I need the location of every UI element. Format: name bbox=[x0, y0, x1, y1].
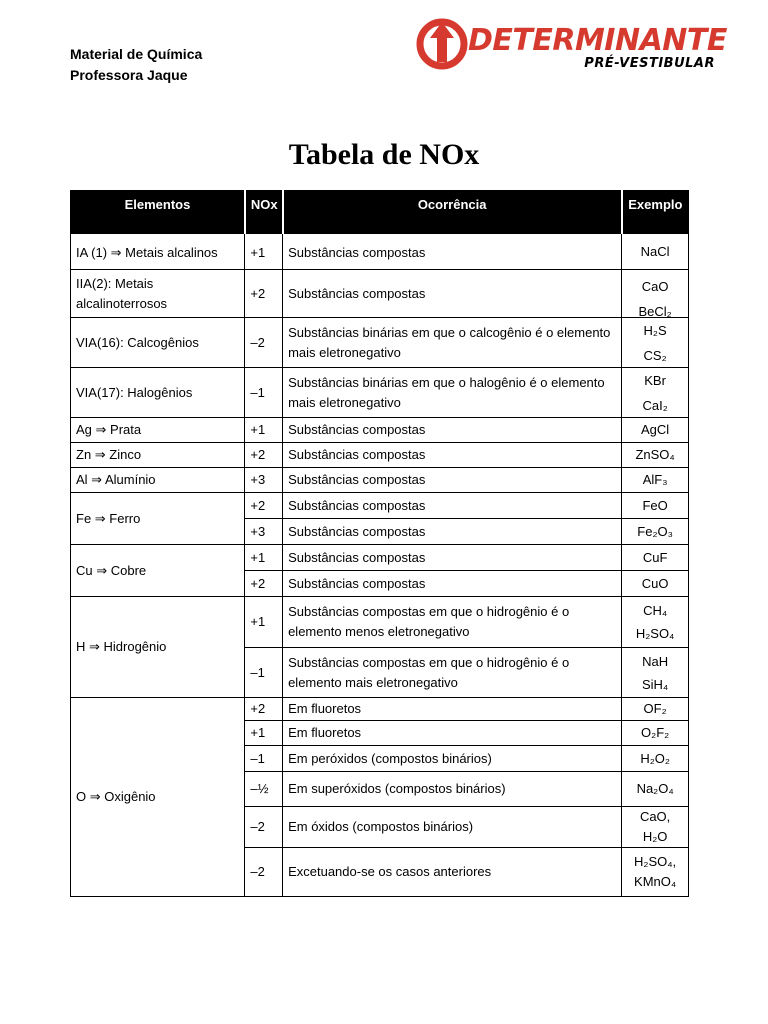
document-header bbox=[70, 44, 202, 86]
example-value: CS₂ bbox=[643, 347, 667, 363]
example-value: NaCl bbox=[640, 244, 670, 259]
occurrence-cell: Substâncias compostas bbox=[283, 545, 622, 571]
occurrence-cell: Substâncias compostas bbox=[283, 571, 622, 597]
element-cell: Ag ⇒ Prata bbox=[71, 418, 245, 443]
occurrence-cell: Substâncias compostas bbox=[283, 519, 622, 545]
occurrence-cell: Substâncias compostas em que o hidrogênio é o elemento menos eletronegativo bbox=[283, 597, 622, 648]
nox-table bbox=[70, 190, 689, 897]
page-title: Tabela de NOx bbox=[288, 138, 480, 171]
example-value: KMnO₄ bbox=[634, 874, 677, 889]
element-cell: Fe ⇒ Ferro bbox=[71, 493, 245, 545]
table-row bbox=[71, 234, 689, 270]
occurrence-cell: Substâncias binárias em que o calcogênio é o elemento mais eletronegativo bbox=[283, 318, 622, 368]
nox-cell: +3 bbox=[245, 468, 283, 493]
example-cell bbox=[622, 848, 689, 897]
nox-cell: –1 bbox=[245, 746, 283, 772]
nox-cell: –½ bbox=[245, 772, 283, 807]
table-row bbox=[71, 468, 689, 493]
nox-cell: +2 bbox=[245, 270, 283, 318]
element-cell: VIA(16): Calcogênios bbox=[71, 318, 245, 368]
example-cell: ZnSO₄ bbox=[622, 443, 689, 468]
occurrence-cell: Substâncias compostas bbox=[283, 468, 622, 493]
occurrence-cell: Substâncias compostas em que o hidrogênio é o elemento mais eletronegativo bbox=[283, 648, 622, 698]
element-cell: VIA(17): Halogênios bbox=[71, 368, 245, 418]
example-cell bbox=[622, 234, 689, 270]
example-value: CH₄ bbox=[643, 603, 668, 618]
header-nox: NOx bbox=[245, 191, 283, 234]
occurrence-cell: Substâncias compostas bbox=[283, 443, 622, 468]
occurrence-cell: Em fluoretos bbox=[283, 721, 622, 746]
example-cell bbox=[622, 597, 689, 648]
element-cell: O ⇒ Oxigênio bbox=[71, 698, 245, 897]
header-exemplo: Exemplo bbox=[622, 191, 689, 234]
nox-cell: +1 bbox=[245, 597, 283, 648]
occurrence-cell: Em peróxidos (compostos binários) bbox=[283, 746, 622, 772]
example-cell bbox=[622, 270, 689, 318]
table-row bbox=[71, 270, 689, 318]
element-cell: Zn ⇒ Zinco bbox=[71, 443, 245, 468]
header-elementos: Elementos bbox=[71, 191, 245, 234]
example-cell: AlF₃ bbox=[622, 468, 689, 493]
example-value: H₂SO₄, bbox=[634, 854, 677, 869]
occurrence-cell: Substâncias compostas bbox=[283, 493, 622, 519]
table-row bbox=[71, 318, 689, 368]
example-cell: H₂O₂ bbox=[622, 746, 689, 772]
example-cell: Fe₂O₃ bbox=[622, 519, 689, 545]
occurrence-cell: Em fluoretos bbox=[283, 698, 622, 721]
example-value: KBr bbox=[644, 372, 666, 388]
nox-cell: +2 bbox=[245, 443, 283, 468]
nox-cell: +3 bbox=[245, 519, 283, 545]
element-cell: Cu ⇒ Cobre bbox=[71, 545, 245, 597]
element-cell: IA (1) ⇒ Metais alcalinos bbox=[71, 234, 245, 270]
example-value: SiH₄ bbox=[641, 676, 669, 692]
occurrence-cell: Em superóxidos (compostos binários) bbox=[283, 772, 622, 807]
table-row bbox=[71, 545, 689, 571]
example-cell bbox=[622, 318, 689, 368]
example-value: H₂S bbox=[643, 322, 667, 338]
example-cell: Na₂O₄ bbox=[622, 772, 689, 807]
example-cell: AgCl bbox=[622, 418, 689, 443]
nox-cell: +2 bbox=[245, 493, 283, 519]
table-row bbox=[71, 597, 689, 648]
example-value: NaH bbox=[642, 653, 669, 669]
logo-subtitle: PRÉ-VESTIBULAR bbox=[584, 56, 715, 71]
occurrence-cell: Substâncias compostas bbox=[283, 270, 622, 318]
nox-cell: +1 bbox=[245, 721, 283, 746]
element-cell: H ⇒ Hidrogênio bbox=[71, 597, 245, 698]
nox-cell: –2 bbox=[245, 848, 283, 897]
table-row bbox=[71, 493, 689, 519]
nox-cell: +2 bbox=[245, 698, 283, 721]
occurrence-cell: Substâncias binárias em que o halogênio é o elemento mais eletronegativo bbox=[283, 368, 622, 418]
element-cell: Al ⇒ Alumínio bbox=[71, 468, 245, 493]
nox-cell: +2 bbox=[245, 571, 283, 597]
header-ocorrencia: Ocorrência bbox=[283, 191, 622, 234]
nox-cell: –2 bbox=[245, 318, 283, 368]
occurrence-cell: Em óxidos (compostos binários) bbox=[283, 807, 622, 848]
nox-cell: +1 bbox=[245, 234, 283, 270]
example-value: CaI₂ bbox=[642, 397, 668, 413]
example-value: CaO bbox=[641, 278, 669, 294]
logo-name: DETERMINANTE bbox=[468, 23, 727, 58]
occurrence-cell: Substâncias compostas bbox=[283, 234, 622, 270]
determinante-logo bbox=[418, 16, 727, 78]
table-header-row bbox=[71, 191, 689, 234]
nox-cell: +1 bbox=[245, 545, 283, 571]
example-cell bbox=[622, 368, 689, 418]
example-cell: CuF bbox=[622, 545, 689, 571]
nox-cell: –1 bbox=[245, 648, 283, 698]
nox-cell: +1 bbox=[245, 418, 283, 443]
element-cell: IIA(2): Metais alcalinoterrosos bbox=[71, 270, 245, 318]
table-row bbox=[71, 443, 689, 468]
example-cell bbox=[622, 648, 689, 698]
occurrence-cell: Excetuando-se os casos anteriores bbox=[283, 848, 622, 897]
example-cell: FeO bbox=[622, 493, 689, 519]
arrow-logo-icon bbox=[418, 16, 468, 76]
example-cell: OF₂ bbox=[622, 698, 689, 721]
table-row bbox=[71, 698, 689, 721]
table-row bbox=[71, 418, 689, 443]
example-cell: CuO bbox=[622, 571, 689, 597]
nox-cell: –1 bbox=[245, 368, 283, 418]
example-cell: CaO, H₂O bbox=[622, 807, 689, 848]
example-cell: O₂F₂ bbox=[622, 721, 689, 746]
header-teacher: Professora Jaque bbox=[70, 67, 188, 83]
table-row bbox=[71, 368, 689, 418]
nox-cell: –2 bbox=[245, 807, 283, 848]
example-value: H₂SO₄ bbox=[635, 626, 675, 641]
header-subject: Material de Química bbox=[70, 46, 203, 62]
example-value: BeCl₂ bbox=[638, 303, 672, 319]
occurrence-cell: Substâncias compostas bbox=[283, 418, 622, 443]
